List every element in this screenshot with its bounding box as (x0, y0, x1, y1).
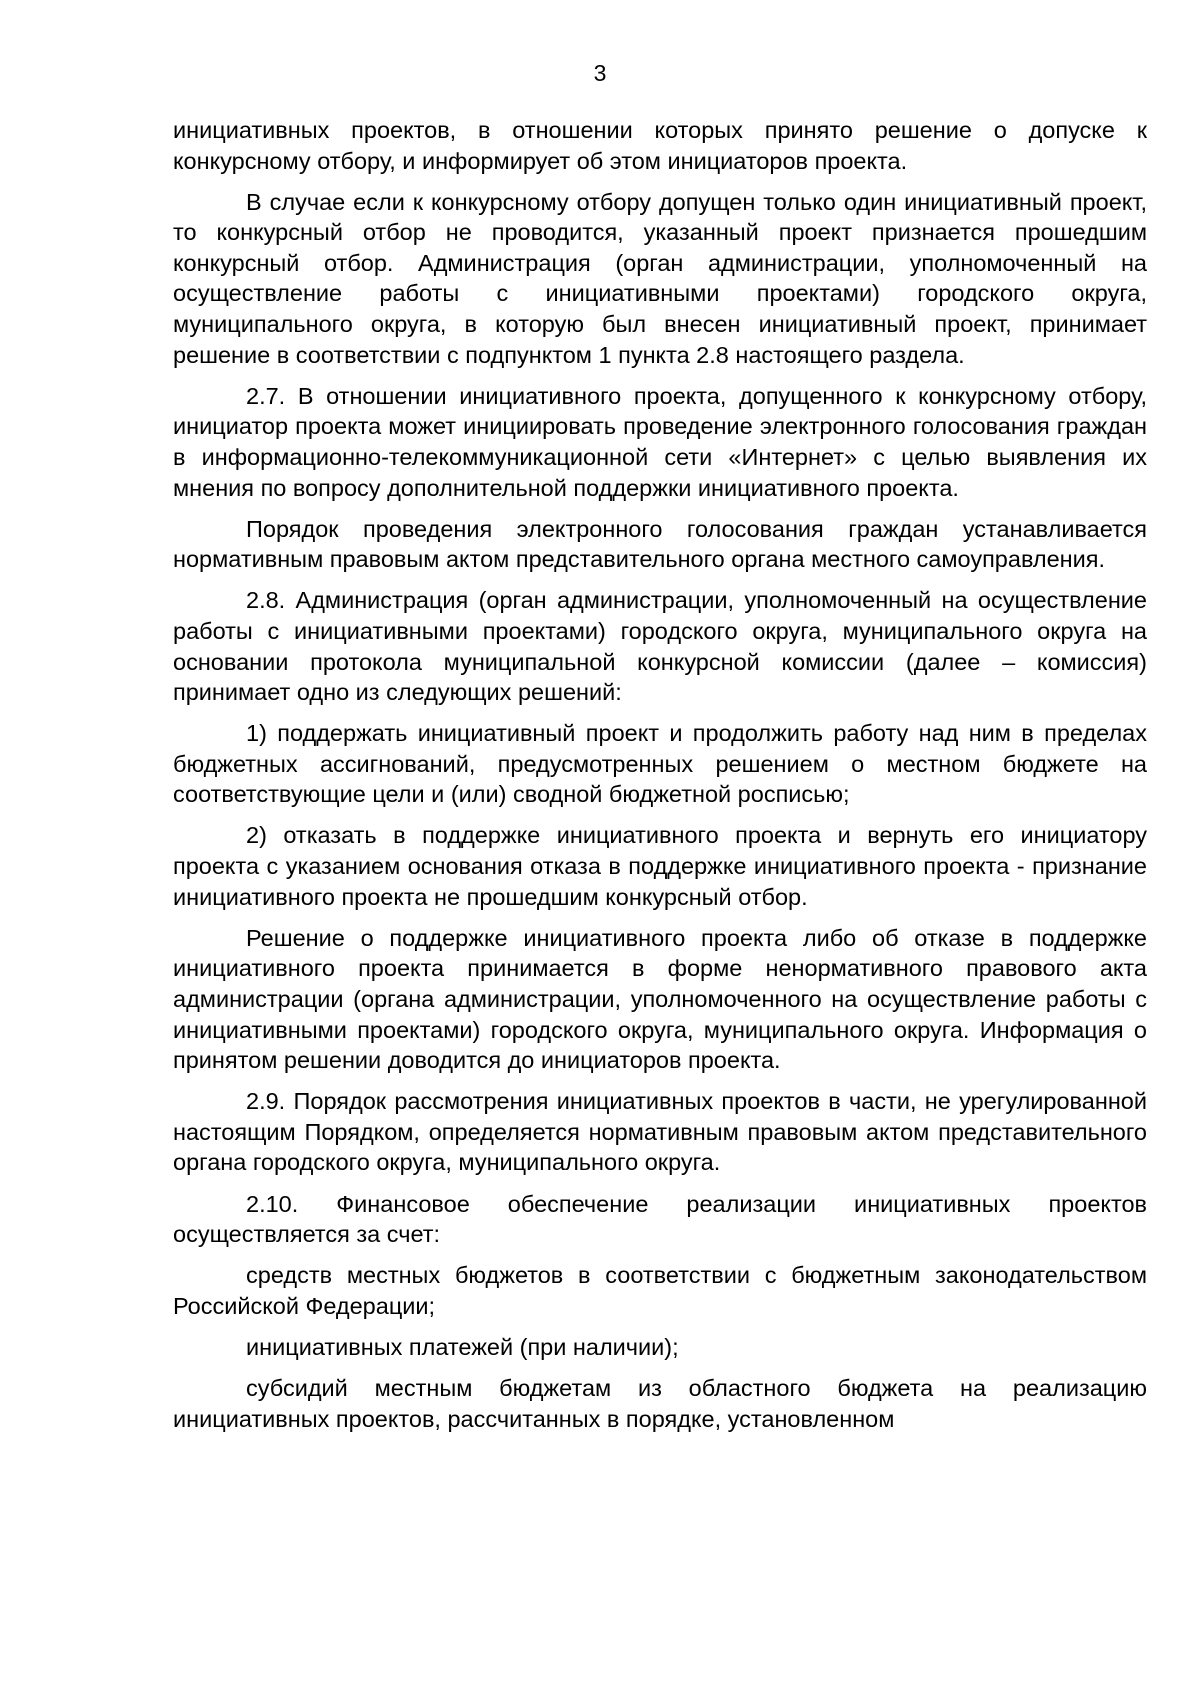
paragraph-decision-form: Решение о поддержке инициативного проекта либо об отказе в поддержке инициативного проекта принимается в форме ненормативного правового акта администрации (органа администрации, уполномоченного на осуществление работы с инициативными проектами) городского округа, муниципального округа. Информация о принятом решении доводится до инициаторов проекта. (173, 924, 1147, 1074)
paragraph-2-10: 2.10. Финансовое обеспечение реализации инициативных проектов осуществляется за счет: (173, 1190, 1147, 1248)
paragraph-initiative-payments: инициативных платежей (при наличии); (246, 1333, 679, 1360)
paragraph-2-8: 2.8. Администрация (орган администрации, уполномоченный на осуществление работы с инициативными проектами) городского округа, муниципального округа на основании протокола муниципальной конкурсной комиссии (далее – комиссия) принимает одно из следующих решений: (173, 587, 1147, 706)
paragraph-subsidies: субсидий местным бюджетам из областного бюджета на реализацию инициативных проектов, рассчитанных в порядке, установленном (173, 1374, 1147, 1432)
paragraph-continuation: инициативных проектов, в отношении которых принято решение о допуске к конкурсному отбору, и информирует об этом инициаторов проекта. (173, 117, 1147, 174)
page-number: 3 (593, 60, 607, 86)
paragraph-decision-1: 1) поддержать инициативный проект и продолжить работу над ним в пределах бюджетных ассигнований, предусмотренных решением о местном бюджете на соответствующие цели и (или) сводной бюджетной росписью; (173, 720, 1147, 808)
paragraph-2-9: 2.9. Порядок рассмотрения инициативных проектов в части, не урегулированной настоящим Порядком, определяется нормативным правовым актом представительного органа городского округа, муниципального округа. (173, 1088, 1147, 1176)
document-body (173, 115, 1147, 1445)
paragraph-single-project: В случае если к конкурсному отбору допущен только один инициативный проект, то конкурсный отбор не проводится, указанный проект признается прошедшим конкурсный отбор. Администрация (орган администрации, уполномоченный на осуществление работы с инициативными проектами) городского округа, муниципального округа, в которую был внесен инициативный проект, принимает решение в соответствии с подпунктом 1 пункта 2.8 настоящего раздела. (173, 188, 1147, 368)
paragraph-voting-procedure: Порядок проведения электронного голосования граждан устанавливается нормативным правовым актом представительного органа местного самоуправления. (173, 515, 1147, 573)
paragraph-2-7: 2.7. В отношении инициативного проекта, допущенного к конкурсному отбору, инициатор проекта может инициировать проведение электронного голосования граждан в информационно-телекоммуникационной сети «Интернет» с целью выявления их мнения по вопросу дополнительной поддержки инициативного проекта. (173, 382, 1147, 501)
paragraph-decision-2: 2) отказать в поддержке инициативного проекта и вернуть его инициатору проекта с указанием основания отказа в поддержке инициативного проекта - признание инициативного проекта не прошедшим конкурсный отбор. (173, 822, 1147, 910)
paragraph-local-budgets: средств местных бюджетов в соответствии с бюджетным законодательством Российской Федерации; (173, 1262, 1147, 1319)
